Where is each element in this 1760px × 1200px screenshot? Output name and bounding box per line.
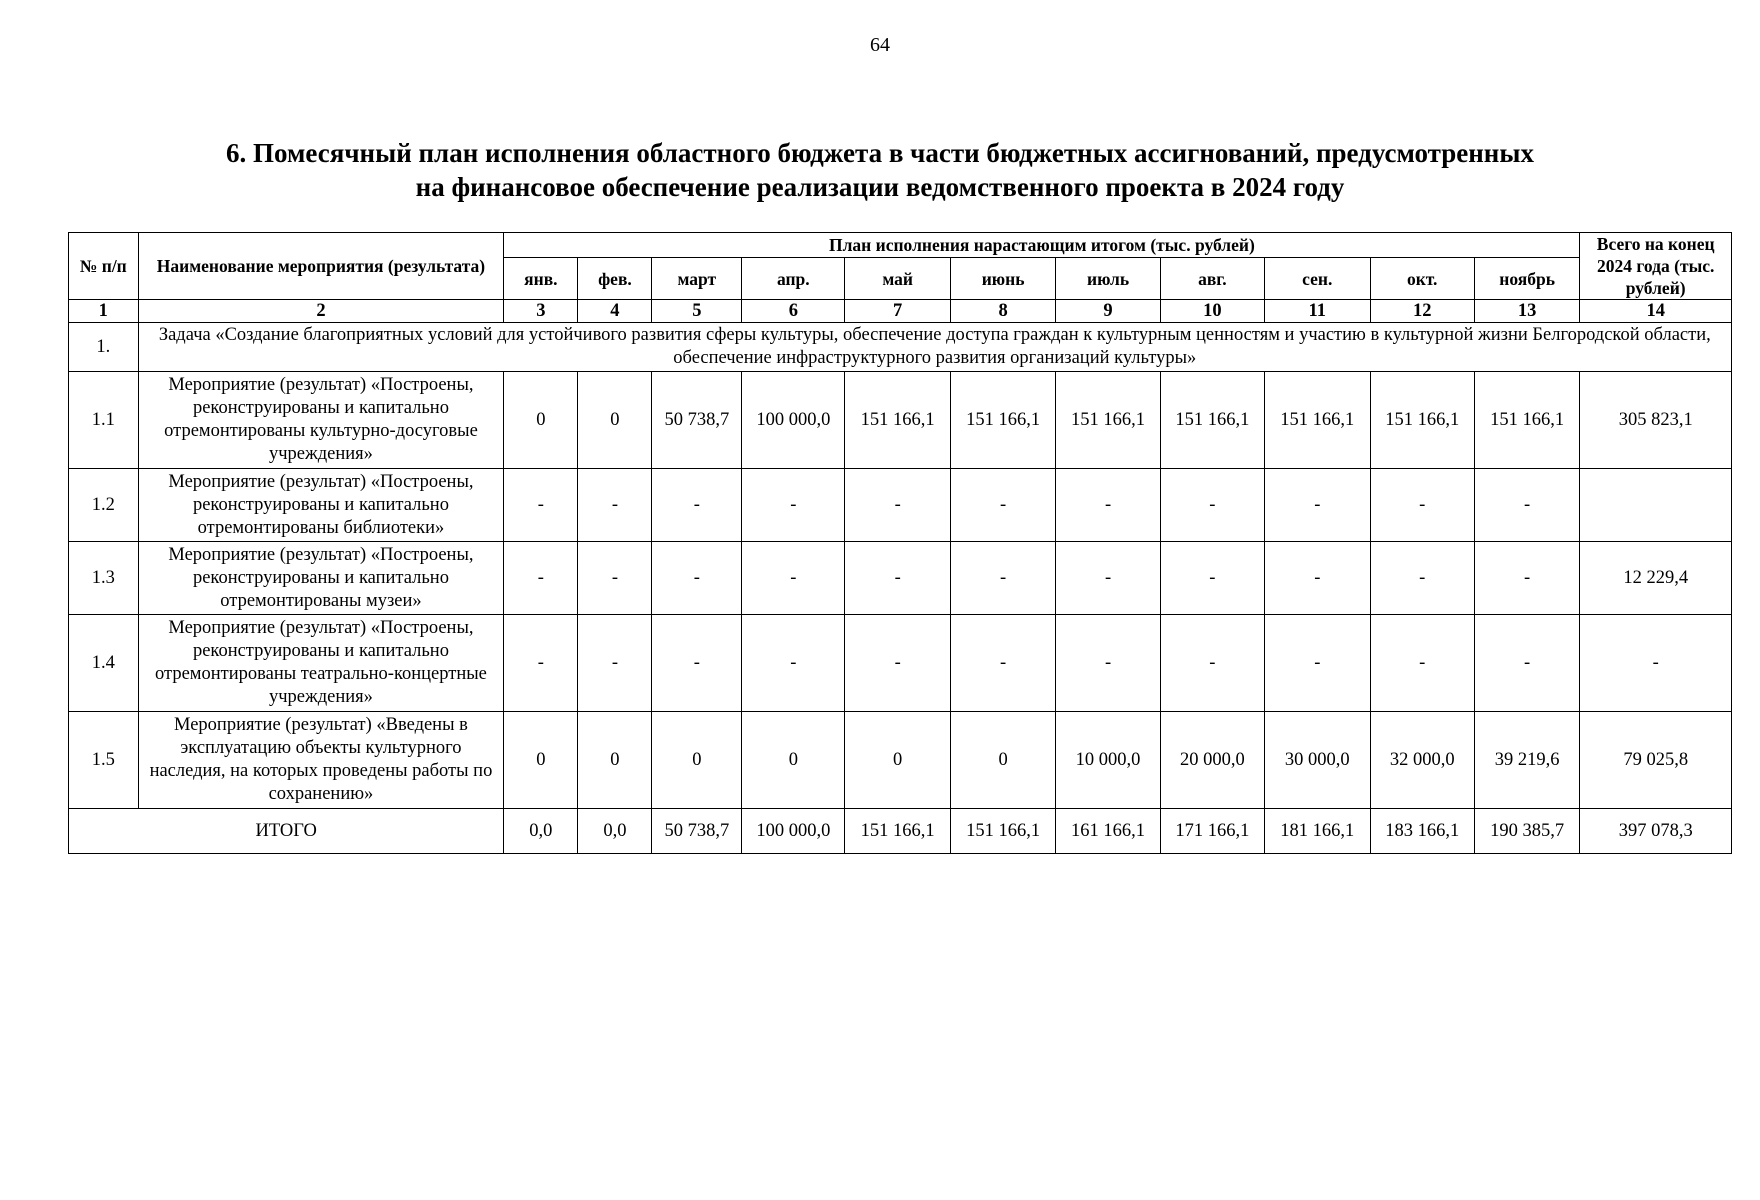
column-number: 12 xyxy=(1370,300,1474,323)
total-month-value: 181 166,1 xyxy=(1265,809,1370,854)
header-plan-group: План исполнения нарастающим итогом (тыс. рублей) xyxy=(504,233,1580,258)
total-row xyxy=(69,809,1732,854)
month-value: - xyxy=(652,542,742,615)
month-value: - xyxy=(950,469,1055,542)
header-month: авг. xyxy=(1160,258,1264,300)
month-value: 30 000,0 xyxy=(1265,712,1370,809)
row-total: - xyxy=(1580,615,1732,712)
column-number: 1 xyxy=(69,300,139,323)
month-value: - xyxy=(1370,469,1474,542)
table-row xyxy=(69,469,1732,542)
month-value: - xyxy=(1265,615,1370,712)
month-value: - xyxy=(1474,615,1580,712)
row-name: Мероприятие (результат) «Построены, реконструированы и капитально отремонтированы музеи» xyxy=(138,542,504,615)
row-total: 12 229,4 xyxy=(1580,542,1732,615)
month-value: - xyxy=(1265,469,1370,542)
month-value: - xyxy=(1265,542,1370,615)
month-value: - xyxy=(742,469,845,542)
total-month-value: 161 166,1 xyxy=(1056,809,1160,854)
table-row xyxy=(69,712,1732,809)
month-value: 0 xyxy=(504,712,578,809)
header-month: апр. xyxy=(742,258,845,300)
header-month: май xyxy=(845,258,950,300)
month-value: - xyxy=(652,615,742,712)
total-month-value: 50 738,7 xyxy=(652,809,742,854)
month-value: - xyxy=(1370,615,1474,712)
month-value: 151 166,1 xyxy=(1160,372,1264,469)
column-number: 6 xyxy=(742,300,845,323)
row-name: Мероприятие (результат) «Построены, реконструированы и капитально отремонтированы культурно-досуговые учреждения» xyxy=(138,372,504,469)
total-month-value: 171 166,1 xyxy=(1160,809,1264,854)
header-month: июнь xyxy=(950,258,1055,300)
month-value: 151 166,1 xyxy=(845,372,950,469)
table-row xyxy=(69,372,1732,469)
month-value: 20 000,0 xyxy=(1160,712,1264,809)
task-row xyxy=(69,323,1732,372)
row-total: 305 823,1 xyxy=(1580,372,1732,469)
row-num: 1. xyxy=(69,323,139,372)
header-total: Всего на конец 2024 года (тыс. рублей) xyxy=(1580,233,1732,300)
month-value: 100 000,0 xyxy=(742,372,845,469)
month-value: - xyxy=(845,615,950,712)
row-total xyxy=(1580,469,1732,542)
month-value: - xyxy=(1160,615,1264,712)
column-number: 14 xyxy=(1580,300,1732,323)
document-title xyxy=(0,136,1760,204)
month-value: - xyxy=(1474,469,1580,542)
row-num: 1.3 xyxy=(69,542,139,615)
month-value: - xyxy=(950,615,1055,712)
month-value: - xyxy=(578,542,652,615)
total-month-value: 0,0 xyxy=(578,809,652,854)
column-number: 4 xyxy=(578,300,652,323)
month-value: 0 xyxy=(950,712,1055,809)
month-value: 0 xyxy=(652,712,742,809)
total-label: ИТОГО xyxy=(69,809,504,854)
total-month-value: 151 166,1 xyxy=(950,809,1055,854)
header-month: окт. xyxy=(1370,258,1474,300)
month-value: 0 xyxy=(504,372,578,469)
table-row xyxy=(69,542,1732,615)
month-value: 0 xyxy=(578,712,652,809)
month-value: 32 000,0 xyxy=(1370,712,1474,809)
row-num: 1.1 xyxy=(69,372,139,469)
month-value: - xyxy=(504,469,578,542)
month-value: - xyxy=(845,542,950,615)
month-value: 0 xyxy=(578,372,652,469)
column-number: 9 xyxy=(1056,300,1160,323)
header-month: сен. xyxy=(1265,258,1370,300)
row-num: 1.4 xyxy=(69,615,139,712)
header-name: Наименование мероприятия (результата) xyxy=(138,233,504,300)
total-month-value: 190 385,7 xyxy=(1474,809,1580,854)
column-number: 8 xyxy=(950,300,1055,323)
budget-plan-table xyxy=(68,232,1732,854)
month-value: - xyxy=(578,615,652,712)
month-value: - xyxy=(1370,542,1474,615)
header-month: фев. xyxy=(578,258,652,300)
month-value: 0 xyxy=(742,712,845,809)
month-value: 50 738,7 xyxy=(652,372,742,469)
month-value: 151 166,1 xyxy=(1265,372,1370,469)
task-text: Задача «Создание благоприятных условий для устойчивого развития сферы культуры, обеспечение доступа граждан к культурным ценностям и участию в культурной жизни Белгородской области, обеспечение инфраструктурного развития организаций культуры» xyxy=(138,323,1731,372)
month-value: - xyxy=(1160,542,1264,615)
month-value: 151 166,1 xyxy=(950,372,1055,469)
table-row xyxy=(69,615,1732,712)
header-row-1 xyxy=(69,233,1732,258)
total-month-value: 100 000,0 xyxy=(742,809,845,854)
title-line-1: 6. Помесячный план исполнения областного бюджета в части бюджетных ассигнований, предусмотренных xyxy=(226,138,1534,168)
grand-total: 397 078,3 xyxy=(1580,809,1732,854)
column-number: 10 xyxy=(1160,300,1264,323)
header-month: июль xyxy=(1056,258,1160,300)
month-value: - xyxy=(845,469,950,542)
row-name: Мероприятие (результат) «Введены в эксплуатацию объекты культурного наследия, на которых проведены работы по сохранению» xyxy=(138,712,504,809)
month-value: - xyxy=(1056,469,1160,542)
month-value: - xyxy=(504,542,578,615)
month-value: - xyxy=(652,469,742,542)
month-value: 39 219,6 xyxy=(1474,712,1580,809)
month-value: - xyxy=(1474,542,1580,615)
month-value: - xyxy=(504,615,578,712)
header-month: ноябрь xyxy=(1474,258,1580,300)
page-number: 64 xyxy=(870,34,890,56)
month-value: - xyxy=(1056,542,1160,615)
column-number: 3 xyxy=(504,300,578,323)
column-number: 7 xyxy=(845,300,950,323)
row-name: Мероприятие (результат) «Построены, реконструированы и капитально отремонтированы театрально-концертные учреждения» xyxy=(138,615,504,712)
header-num: № п/п xyxy=(69,233,139,300)
header-month: март xyxy=(652,258,742,300)
month-value: 0 xyxy=(845,712,950,809)
total-month-value: 151 166,1 xyxy=(845,809,950,854)
month-value: - xyxy=(1056,615,1160,712)
month-value: - xyxy=(950,542,1055,615)
month-value: - xyxy=(1160,469,1264,542)
column-number: 2 xyxy=(138,300,504,323)
total-month-value: 0,0 xyxy=(504,809,578,854)
column-numbers-row xyxy=(69,300,1732,323)
total-month-value: 183 166,1 xyxy=(1370,809,1474,854)
row-total: 79 025,8 xyxy=(1580,712,1732,809)
month-value: 151 166,1 xyxy=(1056,372,1160,469)
month-value: - xyxy=(578,469,652,542)
month-value: - xyxy=(742,615,845,712)
row-num: 1.2 xyxy=(69,469,139,542)
month-value: 151 166,1 xyxy=(1370,372,1474,469)
row-name: Мероприятие (результат) «Построены, реконструированы и капитально отремонтированы библиотеки» xyxy=(138,469,504,542)
column-number: 11 xyxy=(1265,300,1370,323)
month-value: 151 166,1 xyxy=(1474,372,1580,469)
row-num: 1.5 xyxy=(69,712,139,809)
month-value: 10 000,0 xyxy=(1056,712,1160,809)
title-line-2: на финансовое обеспечение реализации ведомственного проекта в 2024 году xyxy=(415,172,1345,202)
month-value: - xyxy=(742,542,845,615)
column-number: 5 xyxy=(652,300,742,323)
column-number: 13 xyxy=(1474,300,1580,323)
header-month: янв. xyxy=(504,258,578,300)
